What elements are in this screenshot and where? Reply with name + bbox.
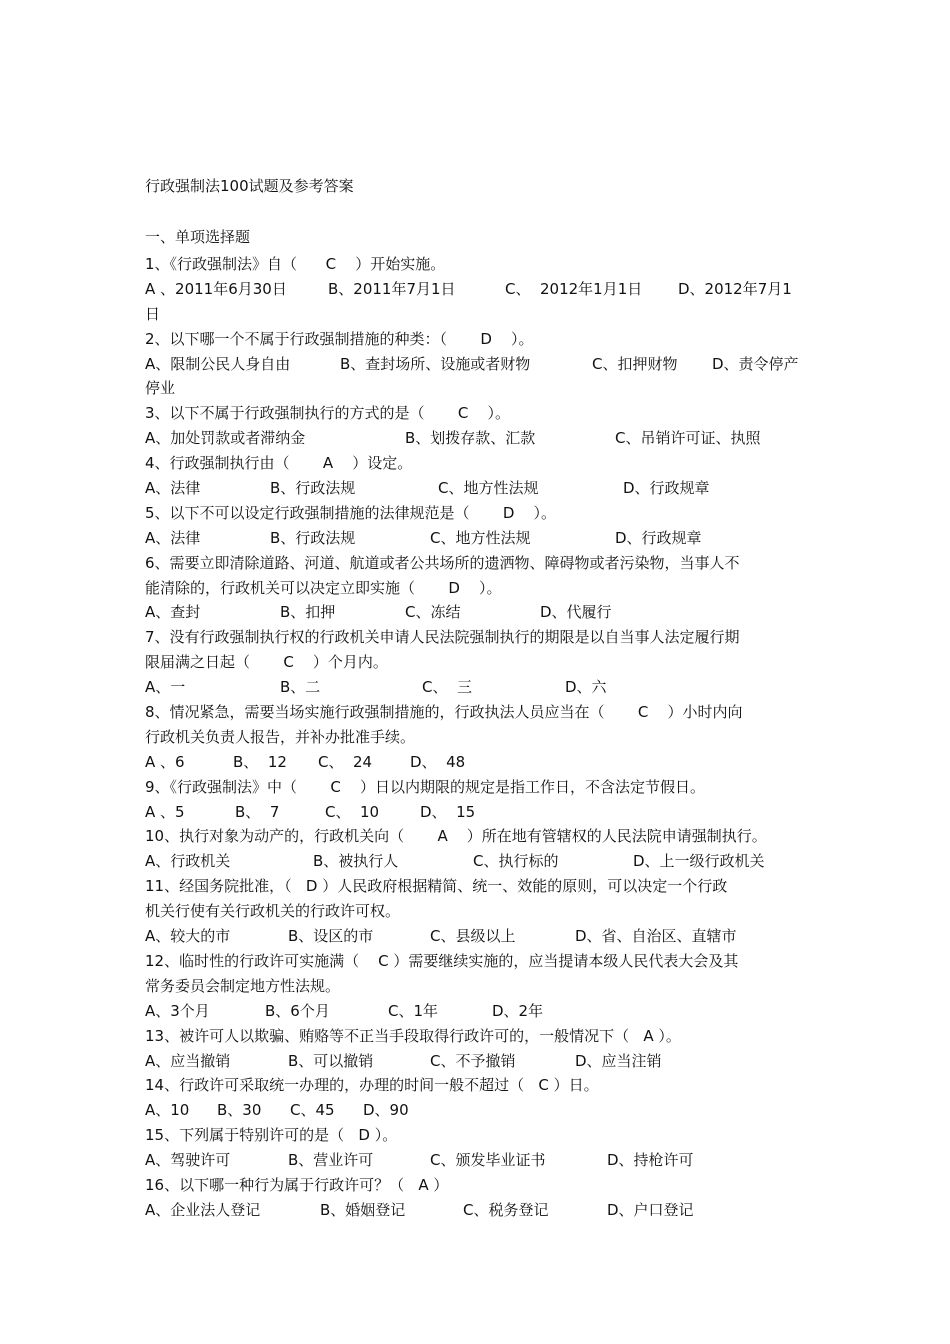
answer-option: D、户口登记 [607, 1200, 694, 1219]
answer-options [145, 426, 810, 451]
answer-option: B、6个月 [265, 1001, 330, 1020]
answer-option: D、 15 [420, 802, 476, 821]
answer-option-continuation: 停业 [145, 379, 176, 398]
answer-option: A 、5 [145, 802, 185, 821]
question-text: 1、《行政强制法》自（ C ）开始实施。 [145, 255, 446, 273]
document-title: 行政强制法100试题及参考答案 [145, 177, 354, 195]
question-text: 限届满之日起（ C ）个月内。 [145, 653, 388, 672]
question-text: 14、行政许可采取统一办理的，办理的时间一般不超过（ C ）日。 [145, 1076, 599, 1095]
answer-option: C、地方性法规 [438, 479, 539, 498]
answer-option-continuation: 日 [145, 304, 161, 323]
answer-option: B、可以撤销 [288, 1051, 374, 1070]
answer-option: C、 三 [422, 678, 473, 697]
answer-option: D、代履行 [540, 603, 612, 622]
answer-option: B、划拨存款、汇款 [405, 429, 536, 448]
answer-option: B、行政法规 [270, 479, 356, 498]
answer-option: D、2012年7月1 [678, 279, 792, 298]
question-item [145, 401, 810, 451]
answer-option: C、颁发毕业证书 [430, 1151, 546, 1170]
answer-option: A、加处罚款或者滞纳金 [145, 429, 306, 448]
question-text: 2、以下哪一个不属于行政强制措施的种类：（ D ）。 [145, 329, 534, 348]
answer-option: C、 24 [318, 752, 373, 771]
answer-option: C、冻结 [405, 603, 461, 622]
answer-option: B、查封场所、设施或者财物 [340, 354, 531, 373]
answer-option: D、行政规章 [623, 479, 710, 498]
answer-option: A 、2011年6月30日 [145, 279, 287, 298]
question-item [145, 824, 810, 874]
answer-option: B、2011年7月1日 [328, 279, 456, 298]
answer-option: A、行政机关 [145, 852, 231, 871]
answer-options [145, 1148, 810, 1173]
question-item [145, 451, 810, 501]
answer-options [145, 675, 810, 700]
answer-options [145, 750, 810, 775]
question-item [145, 949, 810, 1024]
answer-option: A、一 [145, 678, 186, 697]
question-item [145, 775, 810, 825]
answer-option: A、10 [145, 1101, 190, 1120]
answer-options [145, 476, 810, 501]
answer-option: A、较大的市 [145, 927, 231, 946]
answer-option: B、婚姻登记 [320, 1200, 406, 1219]
question-text: 7、没有行政强制执行权的行政机关申请人民法院强制执行的期限是以自当事人法定履行期 [145, 628, 740, 647]
answer-option: C、 10 [325, 802, 380, 821]
answer-option: B、二 [280, 678, 321, 697]
question-text: 能清除的，行政机关可以决定立即实施（ D ）。 [145, 578, 502, 597]
question-item [145, 625, 810, 700]
answer-option: A、应当撤销 [145, 1051, 231, 1070]
answer-option: A、企业法人登记 [145, 1200, 261, 1219]
answer-option: D、省、自治区、直辖市 [575, 927, 737, 946]
question-item [145, 1073, 810, 1123]
question-text: 13、被许可人以欺骗、贿赂等不正当手段取得行政许可的，一般情况下（ A ）。 [145, 1026, 681, 1045]
question-text: 行政机关负责人报告，并补办批准手续。 [145, 727, 416, 746]
answer-option: C、县级以上 [430, 927, 516, 946]
answer-option: C、执行标的 [473, 852, 559, 871]
question-text: 12、临时性的行政许可实施满（ C ）需要继续实施的，应当提请本级人民代表大会及其 [145, 951, 739, 970]
question-item [145, 327, 810, 402]
answer-option: C、 2012年1月1日 [505, 279, 643, 298]
answer-option: C、不予撤销 [430, 1051, 516, 1070]
question-text: 常务委员会制定地方性法规。 [145, 976, 341, 995]
answer-option: A、法律 [145, 528, 201, 547]
answer-option: D、持枪许可 [607, 1151, 694, 1170]
question-list [145, 252, 810, 1223]
answer-option: D、六 [565, 678, 607, 697]
question-text: 16、以下哪一种行为属于行政许可？（ A ） [145, 1175, 449, 1194]
question-item [145, 700, 810, 775]
answer-option: C、扣押财物 [592, 354, 678, 373]
question-item [145, 874, 810, 949]
section-heading: 一、单项选择题 [145, 228, 251, 246]
question-text: 10、执行对象为动产的，行政机关向（ A ）所在地有管辖权的人民法院申请强制执行。 [145, 827, 767, 846]
answer-option: C、1年 [388, 1001, 439, 1020]
answer-option: A、查封 [145, 603, 201, 622]
question-text: 15、下列属于特别许可的是（ D ）。 [145, 1126, 398, 1145]
answer-option: C、45 [290, 1101, 335, 1120]
answer-option: A、3个月 [145, 1001, 210, 1020]
question-text: 8、情况紧急，需要当场实施行政强制措施的，行政执法人员应当在（ C ）小时内向 [145, 703, 743, 722]
answer-options [145, 1098, 810, 1123]
question-text: 9、《行政强制法》中（ C ）日以内期限的规定是指工作日，不含法定节假日。 [145, 777, 705, 796]
answer-option: C、吊销许可证、执照 [615, 429, 761, 448]
answer-options [145, 277, 810, 302]
answer-options [145, 352, 810, 377]
answer-option: A、限制公民人身自由 [145, 354, 291, 373]
question-text: 4、行政强制执行由（ A ）设定。 [145, 454, 413, 473]
answer-options [145, 600, 810, 625]
question-text: 5、以下不可以设定行政强制措施的法律规范是（ D ）。 [145, 503, 557, 522]
answer-option: D、责令停产 [712, 354, 799, 373]
answer-option: B、设区的市 [288, 927, 374, 946]
answer-options [145, 1049, 810, 1074]
answer-option: B、营业许可 [288, 1151, 374, 1170]
answer-option: D、90 [363, 1101, 409, 1120]
answer-option: C、地方性法规 [430, 528, 531, 547]
answer-options [145, 800, 810, 825]
answer-option: A、驾驶许可 [145, 1151, 231, 1170]
answer-option: B、30 [217, 1101, 262, 1120]
answer-option: B、 12 [233, 752, 287, 771]
answer-option: D、 48 [410, 752, 466, 771]
answer-options [145, 526, 810, 551]
question-text: 6、需要立即清除道路、河道、航道或者公共场所的遗洒物、障碍物或者污染物，当事人不 [145, 553, 740, 572]
question-item [145, 1123, 810, 1173]
answer-option: A、法律 [145, 479, 201, 498]
question-item [145, 501, 810, 551]
question-text: 机关行使有关行政机关的行政许可权。 [145, 902, 401, 921]
answer-option: B、 7 [235, 802, 280, 821]
answer-options [145, 849, 810, 874]
answer-option: C、税务登记 [463, 1200, 549, 1219]
answer-option: D、行政规章 [615, 528, 702, 547]
question-text: 3、以下不属于行政强制执行的方式的是（ C ）。 [145, 404, 510, 423]
answer-options [145, 1198, 810, 1223]
answer-option: B、扣押 [280, 603, 336, 622]
question-text: 11、经国务院批准，（ D ）人民政府根据精简、统一、效能的原则，可以决定一个行政 [145, 877, 728, 896]
answer-option: D、应当注销 [575, 1051, 662, 1070]
question-item [145, 551, 810, 626]
question-item [145, 1173, 810, 1223]
answer-options [145, 924, 810, 949]
answer-option: A 、6 [145, 752, 185, 771]
question-item [145, 252, 810, 327]
answer-options [145, 999, 810, 1024]
answer-option: B、行政法规 [270, 528, 356, 547]
answer-option: D、上一级行政机关 [633, 852, 765, 871]
answer-option: B、被执行人 [313, 852, 399, 871]
answer-option: D、2年 [492, 1001, 544, 1020]
question-item [145, 1024, 810, 1074]
